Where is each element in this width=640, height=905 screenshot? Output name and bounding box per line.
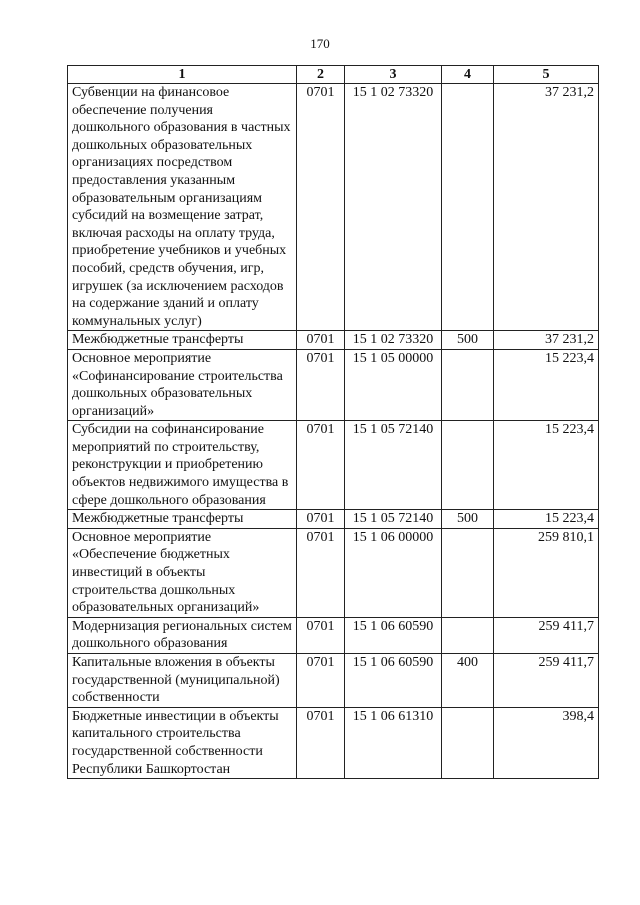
table-row bbox=[68, 528, 599, 617]
row-amount-cell: 15 223,4 bbox=[494, 510, 599, 529]
table-row bbox=[68, 331, 599, 350]
row-amount-cell: 259 411,7 bbox=[494, 617, 599, 653]
row-name-cell: Основное мероприятие «Софинансирование строительства дошкольных образовательных организаций» bbox=[68, 349, 297, 420]
table-row bbox=[68, 421, 599, 510]
row-kind-cell bbox=[442, 528, 494, 617]
row-code-cell: 15 1 05 72140 bbox=[345, 510, 442, 529]
row-amount-cell: 259 810,1 bbox=[494, 528, 599, 617]
row-chapter-cell: 0701 bbox=[297, 421, 345, 510]
row-kind-cell bbox=[442, 707, 494, 778]
row-kind-cell: 400 bbox=[442, 654, 494, 708]
table-row bbox=[68, 510, 599, 529]
row-chapter-cell: 0701 bbox=[297, 331, 345, 350]
table-row bbox=[68, 707, 599, 778]
row-code-cell: 15 1 06 60590 bbox=[345, 654, 442, 708]
row-chapter-cell: 0701 bbox=[297, 349, 345, 420]
row-name-cell: Субсидии на софинансирование мероприятий по строительству, реконструкции и приобретению объектов недвижимого имущества в сфере дошкольного образования bbox=[68, 421, 297, 510]
table-row bbox=[68, 349, 599, 420]
row-chapter-cell: 0701 bbox=[297, 528, 345, 617]
row-code-cell: 15 1 06 60590 bbox=[345, 617, 442, 653]
row-code-cell: 15 1 02 73320 bbox=[345, 331, 442, 350]
page-number: 170 bbox=[310, 36, 330, 51]
table-row bbox=[68, 654, 599, 708]
row-name-cell: Межбюджетные трансферты bbox=[68, 331, 297, 350]
table-row bbox=[68, 84, 599, 331]
row-amount-cell: 398,4 bbox=[494, 707, 599, 778]
row-code-cell: 15 1 06 00000 bbox=[345, 528, 442, 617]
row-chapter-cell: 0701 bbox=[297, 617, 345, 653]
row-kind-cell bbox=[442, 84, 494, 331]
row-name-cell: Межбюджетные трансферты bbox=[68, 510, 297, 529]
row-code-cell: 15 1 05 72140 bbox=[345, 421, 442, 510]
row-chapter-cell: 0701 bbox=[297, 707, 345, 778]
row-name-cell: Бюджетные инвестиции в объекты капитального строительства государственной собственности Республики Башкортостан bbox=[68, 707, 297, 778]
row-chapter-cell: 0701 bbox=[297, 510, 345, 529]
row-code-cell: 15 1 02 73320 bbox=[345, 84, 442, 331]
column-header-5: 5 bbox=[494, 66, 599, 84]
row-name-cell: Модернизация региональных систем дошкольного образования bbox=[68, 617, 297, 653]
row-kind-cell: 500 bbox=[442, 510, 494, 529]
table-row bbox=[68, 617, 599, 653]
row-kind-cell bbox=[442, 617, 494, 653]
row-amount-cell: 15 223,4 bbox=[494, 349, 599, 420]
row-kind-cell bbox=[442, 349, 494, 420]
row-code-cell: 15 1 05 00000 bbox=[345, 349, 442, 420]
row-name-cell: Капитальные вложения в объекты государственной (муниципальной) собственности bbox=[68, 654, 297, 708]
row-amount-cell: 37 231,2 bbox=[494, 331, 599, 350]
row-amount-cell: 259 411,7 bbox=[494, 654, 599, 708]
budget-table bbox=[67, 65, 599, 779]
row-kind-cell: 500 bbox=[442, 331, 494, 350]
row-kind-cell bbox=[442, 421, 494, 510]
table-header-row bbox=[68, 66, 599, 84]
row-code-cell: 15 1 06 61310 bbox=[345, 707, 442, 778]
row-amount-cell: 37 231,2 bbox=[494, 84, 599, 331]
row-name-cell: Основное мероприятие «Обеспечение бюджетных инвестиций в объекты строительства дошкольных образовательных организаций» bbox=[68, 528, 297, 617]
column-header-3: 3 bbox=[345, 66, 442, 84]
column-header-4: 4 bbox=[442, 66, 494, 84]
row-name-cell: Субвенции на финансовое обеспечение получения дошкольного образования в частных дошкольных образовательных организациях посредством предоставления указанным образовательным организациям субсидий на возмещение затрат, включая расходы на оплату труда, приобретение учебников и учебных пособий, средств обучения, игр, игрушек (за исключением расходов на содержание зданий и оплату коммунальных услуг) bbox=[68, 84, 297, 331]
column-header-2: 2 bbox=[297, 66, 345, 84]
column-header-1: 1 bbox=[68, 66, 297, 84]
row-amount-cell: 15 223,4 bbox=[494, 421, 599, 510]
row-chapter-cell: 0701 bbox=[297, 84, 345, 331]
row-chapter-cell: 0701 bbox=[297, 654, 345, 708]
